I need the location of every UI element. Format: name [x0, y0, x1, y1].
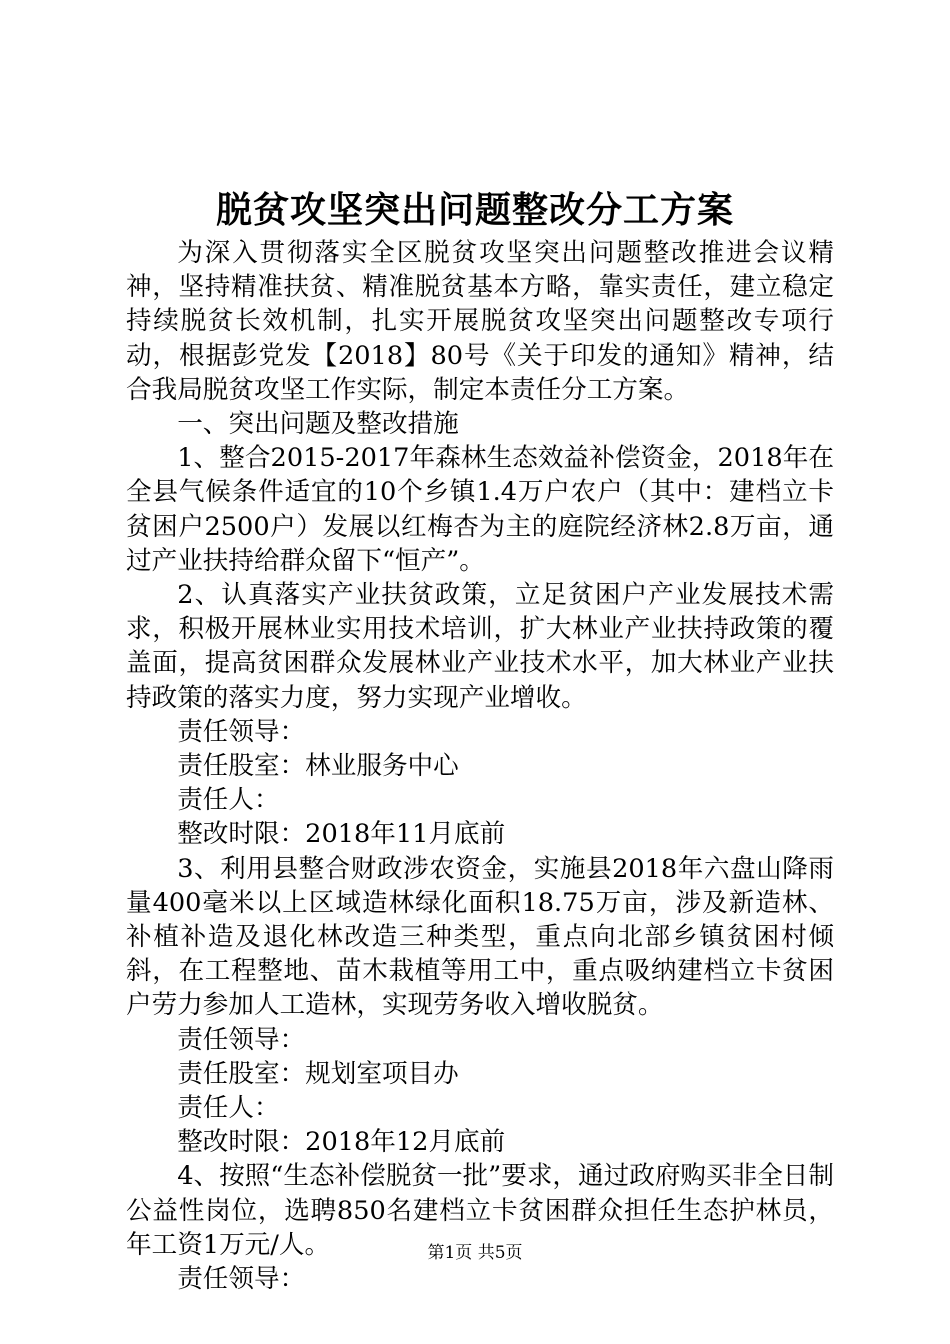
- deadline-line: 整改时限：2018年11月底前: [177, 819, 506, 850]
- page-number-footer: 第1页 共5页: [427, 1243, 523, 1263]
- document-body: [126, 236, 834, 1296]
- measure-1-paragraph: 1、整合2015-2017年森林生态效益补偿资金，2018年在全县气候条件适宜的10个乡镇1.4万户农户（其中：建档立卡贫困户2500户）发展以红梅杏为主的庭院经济林2.8万亩，通过产业扶持给群众留下“恒产”。: [126, 443, 834, 576]
- responsible-leader-line: 责任领导：: [177, 716, 306, 747]
- intro-paragraph: 为深入贯彻落实全区脱贫攻坚突出问题整改推进会议精神，坚持精准扶贫、精准脱贫基本方略，靠实责任，建立稳定持续脱贫长效机制，扎实开展脱贫攻坚突出问题整改专项行动，根据彭党发【2018】80号《关于印发的通知》精神，结合我局脱贫攻坚工作实际，制定本责任分工方案。: [126, 238, 834, 405]
- section-heading: 一、突出问题及整改措施: [177, 409, 459, 440]
- responsible-office-line: 责任股室：规划室项目办: [177, 1058, 459, 1089]
- document-title: 脱贫攻坚突出问题整改分工方案: [215, 189, 734, 231]
- measure-3-paragraph: 3、利用县整合财政涉农资金，实施县2018年六盘山降雨量400毫米以上区域造林绿化面积18.75万亩，涉及新造林、补植补造及退化林改造三种类型，重点向北部乡镇贫困村倾斜，在工程整地、苗木栽植等用工中，重点吸纳建档立卡贫困户劳力参加人工造林，实现劳务收入增收脱贫。: [126, 853, 834, 1021]
- responsible-person-line: 责任人：: [177, 785, 280, 816]
- measure-2-paragraph: 2、认真落实产业扶贫政策，立足贫困户产业发展技术需求，积极开展林业实用技术培训，扩大林业产业扶持政策的覆盖面，提高贫困群众发展林业产业技术水平，加大林业产业扶持政策的落实力度，努力实现产业增收。: [126, 580, 834, 713]
- responsible-person-line: 责任人：: [177, 1093, 280, 1124]
- responsible-leader-line: 责任领导：: [177, 1264, 306, 1295]
- deadline-line: 整改时限：2018年12月底前: [177, 1127, 506, 1158]
- responsible-office-line: 责任股室：林业服务中心: [177, 751, 459, 782]
- measure-4-paragraph: 4、按照“生态补偿脱贫一批”要求，通过政府购买非全日制公益性岗位，选聘850名建档立卡贫困群众担任生态护林员，年工资1万元/人。: [126, 1161, 834, 1260]
- responsible-leader-line: 责任领导：: [177, 1024, 306, 1055]
